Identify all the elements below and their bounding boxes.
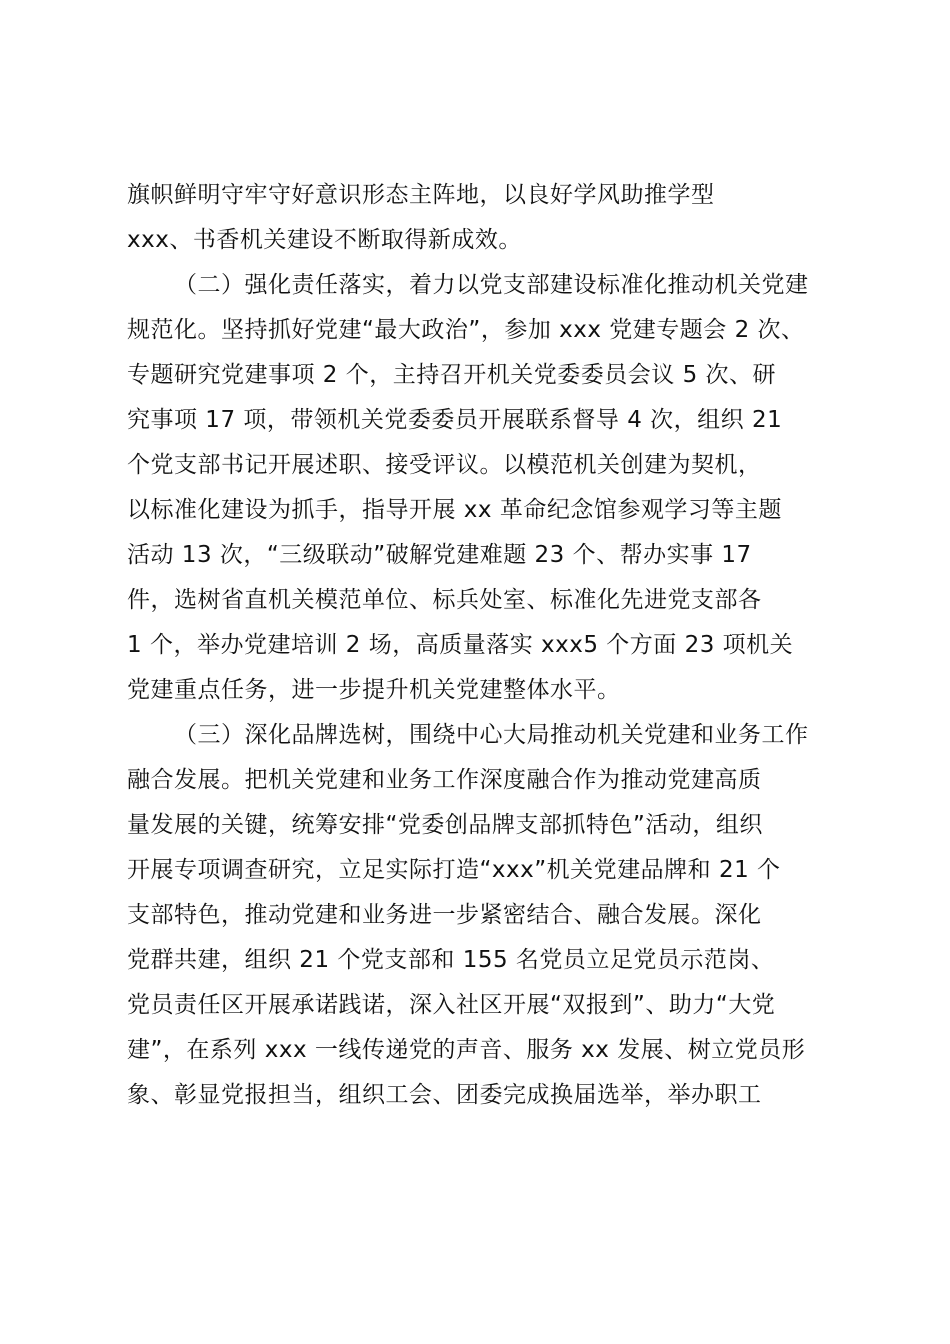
body-text-line: 件，选树省直机关模范单位、标兵处室、标准化先进党支部各	[127, 587, 762, 613]
body-text-line: 党群共建，组织 21 个党支部和 155 名党员立足党员示范岗、	[127, 947, 775, 973]
section-heading-line: （三）深化品牌选树，围绕中心大局推动机关党建和业务工作	[174, 722, 809, 748]
body-text-line: 个党支部书记开展述职、接受评议。以模范机关创建为契机，	[127, 452, 762, 478]
body-text-line: 融合发展。把机关党建和业务工作深度融合作为推动党建高质	[127, 767, 762, 793]
body-text-line: 活动 13 次，“三级联动”破解党建难题 23 个、帮办实事 17	[127, 542, 752, 568]
body-text-line: 支部特色，推动党建和业务进一步紧密结合、融合发展。深化	[127, 902, 762, 928]
body-text-line: 党建重点任务，进一步提升机关党建整体水平。	[127, 677, 621, 703]
body-text-line: 建”，在系列 xxx 一线传递党的声音、服务 xx 发展、树立党员形	[127, 1037, 806, 1063]
body-text-line: xxx、书香机关建设不断取得新成效。	[127, 227, 522, 253]
body-text-line: 旗帜鲜明守牢守好意识形态主阵地，以良好学风助推学型	[127, 182, 715, 208]
body-text-line: 量发展的关键，统筹安排“党委创品牌支部抓特色”活动，组织	[127, 812, 763, 838]
body-text-line: 开展专项调查研究，立足实际打造“xxx”机关党建品牌和 21 个	[127, 857, 781, 883]
body-text-line: 以标准化建设为抓手，指导开展 xx 革命纪念馆参观学习等主题	[127, 497, 782, 523]
body-text-line: 究事项 17 项，带领机关党委委员开展联系督导 4 次，组织 21	[127, 407, 783, 433]
body-text-line: 专题研究党建事项 2 个，主持召开机关党委委员会议 5 次、研	[127, 362, 777, 388]
body-text-line: 规范化。坚持抓好党建“最大政治”，参加 xxx 党建专题会 2 次、	[127, 317, 805, 343]
body-text-line: 1 个，举办党建培训 2 场，高质量落实 xxx5 个方面 23 项机关	[127, 632, 794, 658]
body-text-line: 党员责任区开展承诺践诺，深入社区开展“双报到”、助力“大党	[127, 992, 776, 1018]
section-heading-line: （二）强化责任落实，着力以党支部建设标准化推动机关党建	[174, 272, 809, 298]
body-text-line: 象、彰显党报担当，组织工会、团委完成换届选举，举办职工	[127, 1082, 762, 1108]
